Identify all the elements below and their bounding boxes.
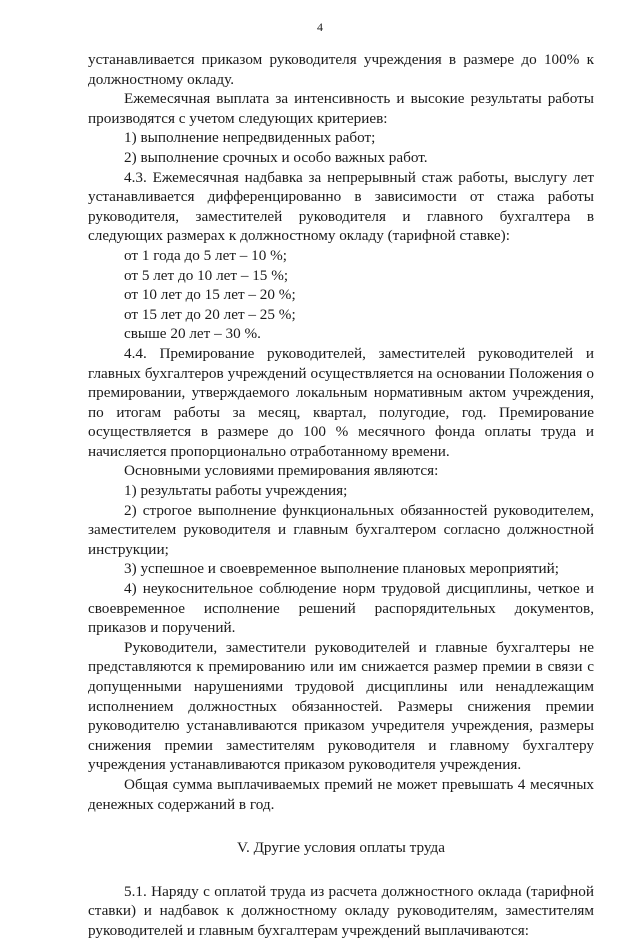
paragraph: 5.1. Наряду с оплатой труда из расчета должностного оклада (тарифной ставки) и надбавок к должностному окладу руководителям, заместителям руководителей и главным бухгалтерам учреждений выплачиваются: [88,882,594,939]
paragraph: устанавливается приказом руководителя учреждения в размере до 100% к должностному окладу. [88,51,594,88]
list-item: от 15 лет до 20 лет – 25 %; [124,305,296,323]
list-item: 1) результаты работы учреждения; [124,482,348,500]
paragraph: Основными условиями премирования являются: [124,462,439,480]
list-item: от 5 лет до 10 лет – 15 %; [124,266,289,284]
paragraph: 4.3. Ежемесячная надбавка за непрерывный стаж работы, выслугу лет устанавливается дифференцированно в зависимости от стажа работы руководителя, заместителей руководителя и главного бухгалтера в следующих размерах к должностному окладу (тарифной ставке): [88,168,594,245]
document-body [88,50,594,941]
paragraph: Общая сумма выплачиваемых премий не может превышать 4 месячных денежных содержаний в год. [88,775,594,813]
list-item: от 1 года до 5 лет – 10 %; [124,246,287,264]
paragraph: Руководители, заместители руководителей и главные бухгалтеры не представляются к премированию или им снижается размер премии в связи с допущенными нарушениями трудовой дисциплины или ненадлежащим исполнением должностных обязанностей. Размеры снижения премии руководителю устанавливаются приказом учредителя учреждения, размеры снижения премии заместителям руководителя и главному бухгалтеру учреждения устанавливаются приказом руководителя учреждения. [88,638,594,774]
list-item: 1) выполнение непредвиденных работ; [124,129,376,147]
list-item: 3) успешное и своевременное выполнение плановых мероприятий; [124,560,560,578]
section-heading: V. Другие условия оплаты труда [236,839,446,857]
paragraph: Ежемесячная выплата за интенсивность и высокие результаты работы производятся с учетом следующих критериев: [88,90,594,127]
list-item: 2) строгое выполнение функциональных обязанностей руководителем, заместителем руководителя и главным бухгалтером согласно должностной инструкции; [88,501,594,558]
list-item: от 10 лет до 15 лет – 20 %; [124,286,296,304]
list-item: 2) выполнение срочных и особо важных работ. [124,148,428,166]
paragraph: 4.4. Премирование руководителей, заместителей руководителей и главных бухгалтеров учреждений осуществляется на основании Положения о премировании, утверждаемого локальным нормативным актом учреждения, по итогам работы за месяц, квартал, полугодие, год. Премирование осуществляется в размере до 100 % месячного фонда оплаты труда и начисляется пропорционально отработанному времени. [88,344,594,460]
list-item: 4) неукоснительное соблюдение норм трудовой дисциплины, четкое и своевременное исполнение решений распорядительных документов, приказов и поручений. [88,580,594,637]
list-item: свыше 20 лет – 30 %. [124,325,261,343]
page-number: 4 [317,20,323,34]
